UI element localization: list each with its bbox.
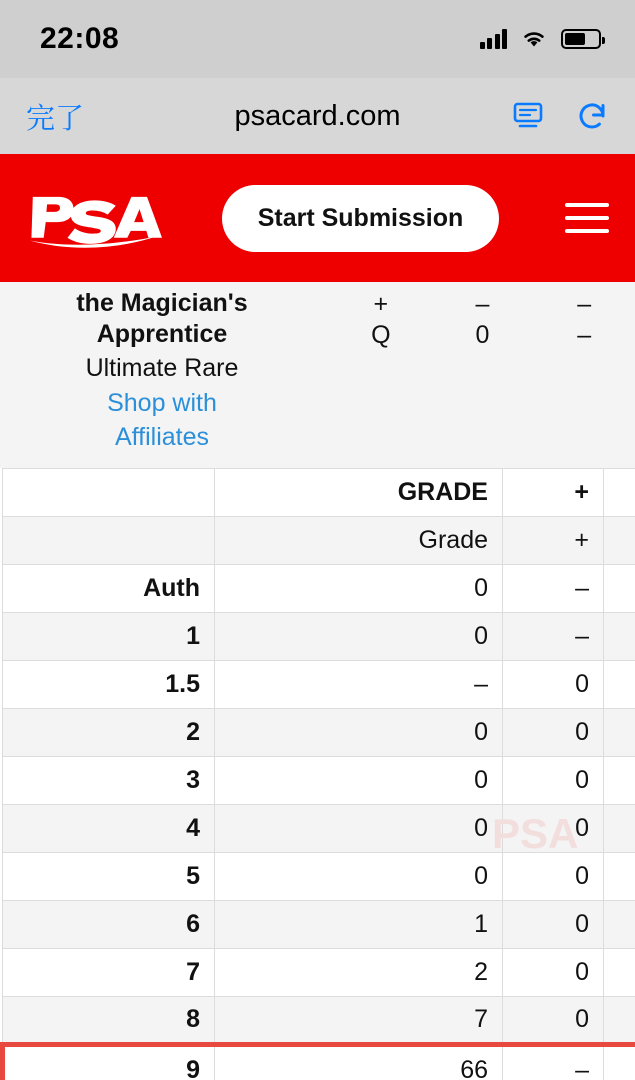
card-number-columns: [330, 288, 635, 454]
battery-icon: [561, 29, 601, 49]
wifi-icon: [521, 29, 547, 49]
header-cell-plus: +: [503, 468, 604, 516]
shop-with-affiliates-link-line2[interactable]: Affiliates: [114, 423, 210, 451]
row-extra: [604, 660, 635, 708]
table-header-row: [3, 468, 635, 516]
row-plus: 0: [503, 852, 604, 900]
psa-logo[interactable]: [26, 187, 162, 249]
row-label: 4: [3, 804, 215, 852]
row-plus: –: [503, 612, 604, 660]
card-col3-row2: –: [577, 321, 592, 349]
shop-with-affiliates-link-line1[interactable]: Shop with: [107, 388, 217, 417]
card-column-3: [533, 288, 635, 454]
table-row-highlighted: [3, 1044, 635, 1080]
row-extra: [604, 756, 635, 804]
row-grade: 0: [215, 804, 503, 852]
row-grade: 7: [215, 996, 503, 1044]
row-extra: [604, 1044, 635, 1080]
row-plus: –: [503, 1044, 604, 1080]
header-cell-label: [3, 468, 215, 516]
row-label: 9: [3, 1044, 215, 1080]
safari-toolbar: [0, 78, 635, 154]
row-extra: [604, 948, 635, 996]
card-summary-block: [0, 282, 635, 468]
row-label: 1: [3, 612, 215, 660]
hamburger-menu-icon[interactable]: [565, 203, 609, 233]
table-row: [3, 756, 635, 804]
row-plus: 0: [503, 708, 604, 756]
table-row: [3, 996, 635, 1044]
row-plus: –: [503, 564, 604, 612]
table-row: [3, 852, 635, 900]
row-extra: [604, 708, 635, 756]
status-time: 22:08: [40, 22, 120, 55]
table-row: [3, 612, 635, 660]
row-grade: 2: [215, 948, 503, 996]
row-plus: 0: [503, 756, 604, 804]
row-label: 2: [3, 708, 215, 756]
row-label: 5: [3, 852, 215, 900]
site-title: psacard.com: [234, 99, 401, 132]
row-extra: [604, 804, 635, 852]
table-row: [3, 660, 635, 708]
row-plus: 0: [503, 660, 604, 708]
row-grade: 0: [215, 708, 503, 756]
row-extra: [604, 900, 635, 948]
row-grade: 0: [215, 852, 503, 900]
reload-icon[interactable]: [575, 99, 609, 133]
card-column-2: [432, 288, 534, 454]
card-col1-row1: +: [373, 290, 389, 318]
header-cell-grade: GRADE: [215, 468, 503, 516]
row-extra: [604, 852, 635, 900]
row-grade: 0: [215, 612, 503, 660]
table-row: [3, 948, 635, 996]
row-extra: [604, 996, 635, 1044]
card-title-line2: Apprentice: [96, 320, 228, 348]
grade-population-table: [0, 468, 635, 1080]
subheader-cell-plus: +: [503, 516, 604, 564]
cellular-signal-icon: [480, 29, 508, 49]
page-content: [0, 282, 635, 1080]
start-submission-button[interactable]: Start Submission: [222, 185, 500, 252]
card-col2-row2: 0: [475, 321, 490, 349]
card-col3-row1: –: [577, 290, 592, 318]
table-row: [3, 708, 635, 756]
psa-site-header: [0, 154, 635, 282]
row-label: 6: [3, 900, 215, 948]
card-column-1: [330, 288, 432, 454]
subheader-cell-grade: Grade: [215, 516, 503, 564]
page-watermark: PSA: [492, 810, 579, 857]
card-col1-row2: Q: [371, 321, 391, 349]
status-indicators: [480, 29, 602, 49]
row-grade: 0: [215, 564, 503, 612]
table-subheader-row: [3, 516, 635, 564]
row-plus: 0: [503, 900, 604, 948]
row-plus: 0: [503, 804, 604, 852]
row-grade: 66: [215, 1044, 503, 1080]
subheader-cell-label: [3, 516, 215, 564]
row-label: 3: [3, 756, 215, 804]
card-col2-row1: –: [475, 290, 490, 318]
browser-actions: [511, 99, 609, 133]
row-label: 8: [3, 996, 215, 1044]
row-grade: 1: [215, 900, 503, 948]
row-grade: 0: [215, 756, 503, 804]
row-extra: [604, 612, 635, 660]
reader-view-icon[interactable]: [511, 99, 545, 133]
row-plus: 0: [503, 948, 604, 996]
done-button[interactable]: 完了: [26, 102, 85, 135]
card-title-column: [0, 288, 330, 454]
row-label: Auth: [3, 564, 215, 612]
header-cell-extra: [604, 468, 635, 516]
table-row: [3, 900, 635, 948]
psa-logo-mark: [26, 187, 162, 249]
table-row: [3, 804, 635, 852]
subheader-cell-extra: [604, 516, 635, 564]
card-title-line1: the Magician's: [76, 289, 248, 317]
row-label: 1.5: [3, 660, 215, 708]
row-plus: 0: [503, 996, 604, 1044]
row-extra: [604, 564, 635, 612]
card-subtitle: Ultimate Rare: [85, 354, 239, 382]
row-grade: –: [215, 660, 503, 708]
row-label: 7: [3, 948, 215, 996]
ios-status-bar: [0, 0, 635, 78]
table-row: [3, 564, 635, 612]
